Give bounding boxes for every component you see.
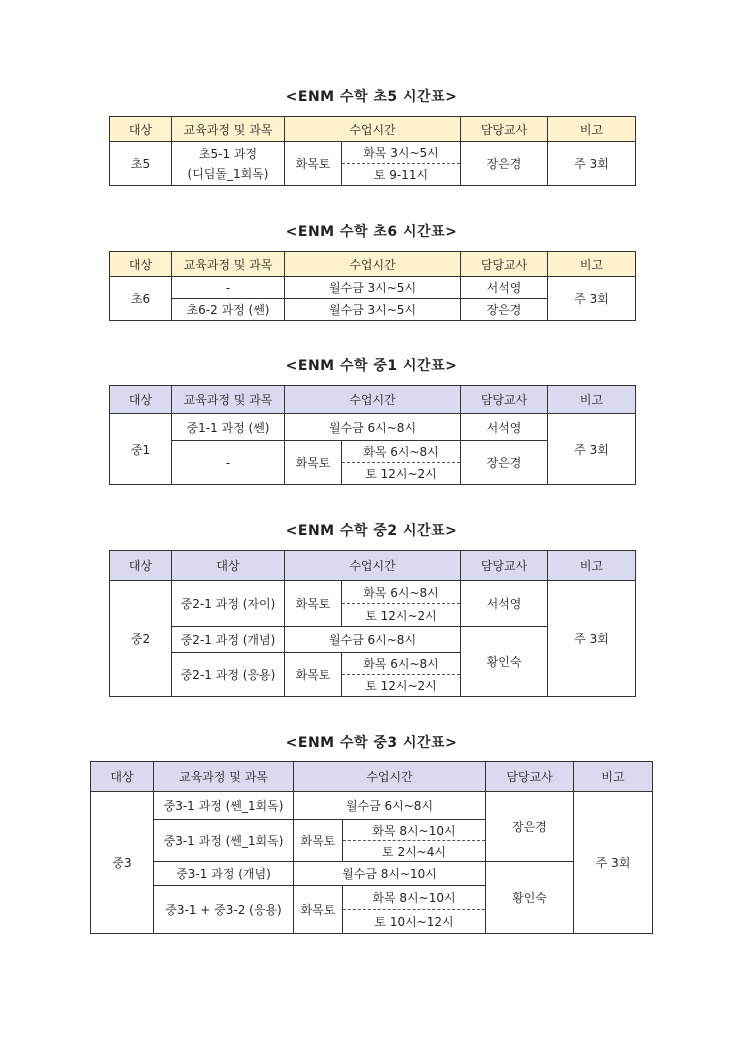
header-row [91,762,653,792]
time-cell: 월수금 6시~8시 [294,792,486,820]
time-cell: 화목 6시~8시 [342,653,461,675]
teacher-cell: 장은경 [461,441,548,485]
course-cell: 중3-1 과정 (개념) [154,862,294,886]
m2-title: <ENM 수학 중2 시간표> [285,523,458,539]
days-cell: 화목토 [294,886,343,934]
note-cell: 주 3회 [548,277,636,321]
header-time: 수업시간 [285,551,461,581]
time-cell: 토 10시~12시 [343,910,486,934]
teacher-cell: 서석영 [461,581,548,627]
header-note: 비고 [548,551,636,581]
header-target: 대상 [110,386,172,414]
days-cell: 화목토 [294,820,343,862]
table-row [91,862,653,886]
header-target: 대상 [110,117,172,142]
header-target: 대상 [110,551,172,581]
course-line: 초5-1 과정 [198,146,258,161]
grade-cell: 초6 [110,277,172,321]
header-time: 수업시간 [285,252,461,277]
time-cell: 월수금 3시~5시 [285,299,461,321]
header-time: 수업시간 [285,117,461,142]
m1-timetable [109,385,636,485]
days-cell: 화목토 [285,653,342,697]
grade-cell: 초5 [110,142,172,186]
header-course: 교육과정 및 과목 [172,117,285,142]
header-target: 대상 [91,762,154,792]
course-cell: 중2-1 과정 (응용) [172,653,285,697]
table-row [110,142,636,164]
header-time: 수업시간 [285,386,461,414]
course-cell: 중3-1 과정 (쎈_1회독) [154,820,294,862]
course-cell: 중1-1 과정 (쎈) [172,414,285,441]
header-row [110,551,636,581]
header-teacher: 담당교사 [486,762,574,792]
teacher-cell: 서석영 [461,277,548,299]
teacher-cell: 황인숙 [486,862,574,934]
grade-cell: 중1 [110,414,172,485]
teacher-cell: 장은경 [461,299,548,321]
course-cell: 초6-2 과정 (쎈) [172,299,285,321]
header-note: 비고 [548,386,636,414]
time-cell: 월수금 3시~5시 [285,277,461,299]
course-cell: 중3-1 과정 (쎈_1회독) [154,792,294,820]
course-cell: - [172,441,285,485]
grade-cell: 중2 [110,581,172,697]
table-row [91,792,653,820]
time-cell: 화목 6시~8시 [342,581,461,604]
m3-timetable [90,761,653,934]
header-teacher: 담당교사 [461,386,548,414]
table-row [110,414,636,441]
course-cell: 중2-1 과정 (개념) [172,627,285,653]
header-time: 수업시간 [294,762,486,792]
time-cell: 토 12시~2시 [342,675,461,697]
time-cell: 화목 3시~5시 [342,142,461,164]
teacher-cell: 황인숙 [461,627,548,697]
header-course: 교육과정 및 과목 [172,386,285,414]
note-cell: 주 3회 [548,581,636,697]
e5-timetable [109,116,636,186]
table-row [110,277,636,299]
header-target: 대상 [110,252,172,277]
header-teacher: 담당교사 [461,252,548,277]
note-cell: 주 3회 [548,414,636,485]
time-cell: 토 12시~2시 [342,463,461,485]
e6-timetable [109,251,636,321]
time-cell: 화목 6시~8시 [342,441,461,463]
header-target-2: 대상 [172,551,285,581]
time-cell: 화목 8시~10시 [343,886,486,910]
e6-title: <ENM 수학 초6 시간표> [285,224,458,240]
header-teacher: 담당교사 [461,117,548,142]
time-cell: 토 2시~4시 [343,841,486,862]
header-row [110,252,636,277]
e5-title: <ENM 수학 초5 시간표> [285,89,458,105]
days-cell: 화목토 [285,142,342,186]
header-note: 비고 [574,762,653,792]
course-line: (디딤돌_1회독) [187,166,269,181]
days-cell: 화목토 [285,441,342,485]
course-cell: 중3-1 + 중3-2 (응용) [154,886,294,934]
teacher-cell: 장은경 [486,792,574,862]
m1-title: <ENM 수학 중1 시간표> [285,358,458,374]
header-row [110,386,636,414]
time-cell: 토 9-11시 [342,164,461,186]
time-cell: 월수금 6시~8시 [285,627,461,653]
header-course: 교육과정 및 과목 [154,762,294,792]
teacher-cell: 서석영 [461,414,548,441]
time-cell: 월수금 8시~10시 [294,862,486,886]
table-row [110,581,636,604]
header-teacher: 담당교사 [461,551,548,581]
course-cell [172,142,285,186]
header-course: 교육과정 및 과목 [172,252,285,277]
m3-title: <ENM 수학 중3 시간표> [285,735,458,751]
course-cell: - [172,277,285,299]
m2-timetable [109,550,636,697]
course-cell: 중2-1 과정 (자이) [172,581,285,627]
time-cell: 월수금 6시~8시 [285,414,461,441]
header-note: 비고 [548,252,636,277]
time-cell: 토 12시~2시 [342,604,461,627]
grade-cell: 중3 [91,792,154,934]
note-cell: 주 3회 [574,792,653,934]
time-cell: 화목 8시~10시 [343,820,486,841]
header-row [110,117,636,142]
note-cell: 주 3회 [548,142,636,186]
header-note: 비고 [548,117,636,142]
teacher-cell: 장은경 [461,142,548,186]
days-cell: 화목토 [285,581,342,627]
